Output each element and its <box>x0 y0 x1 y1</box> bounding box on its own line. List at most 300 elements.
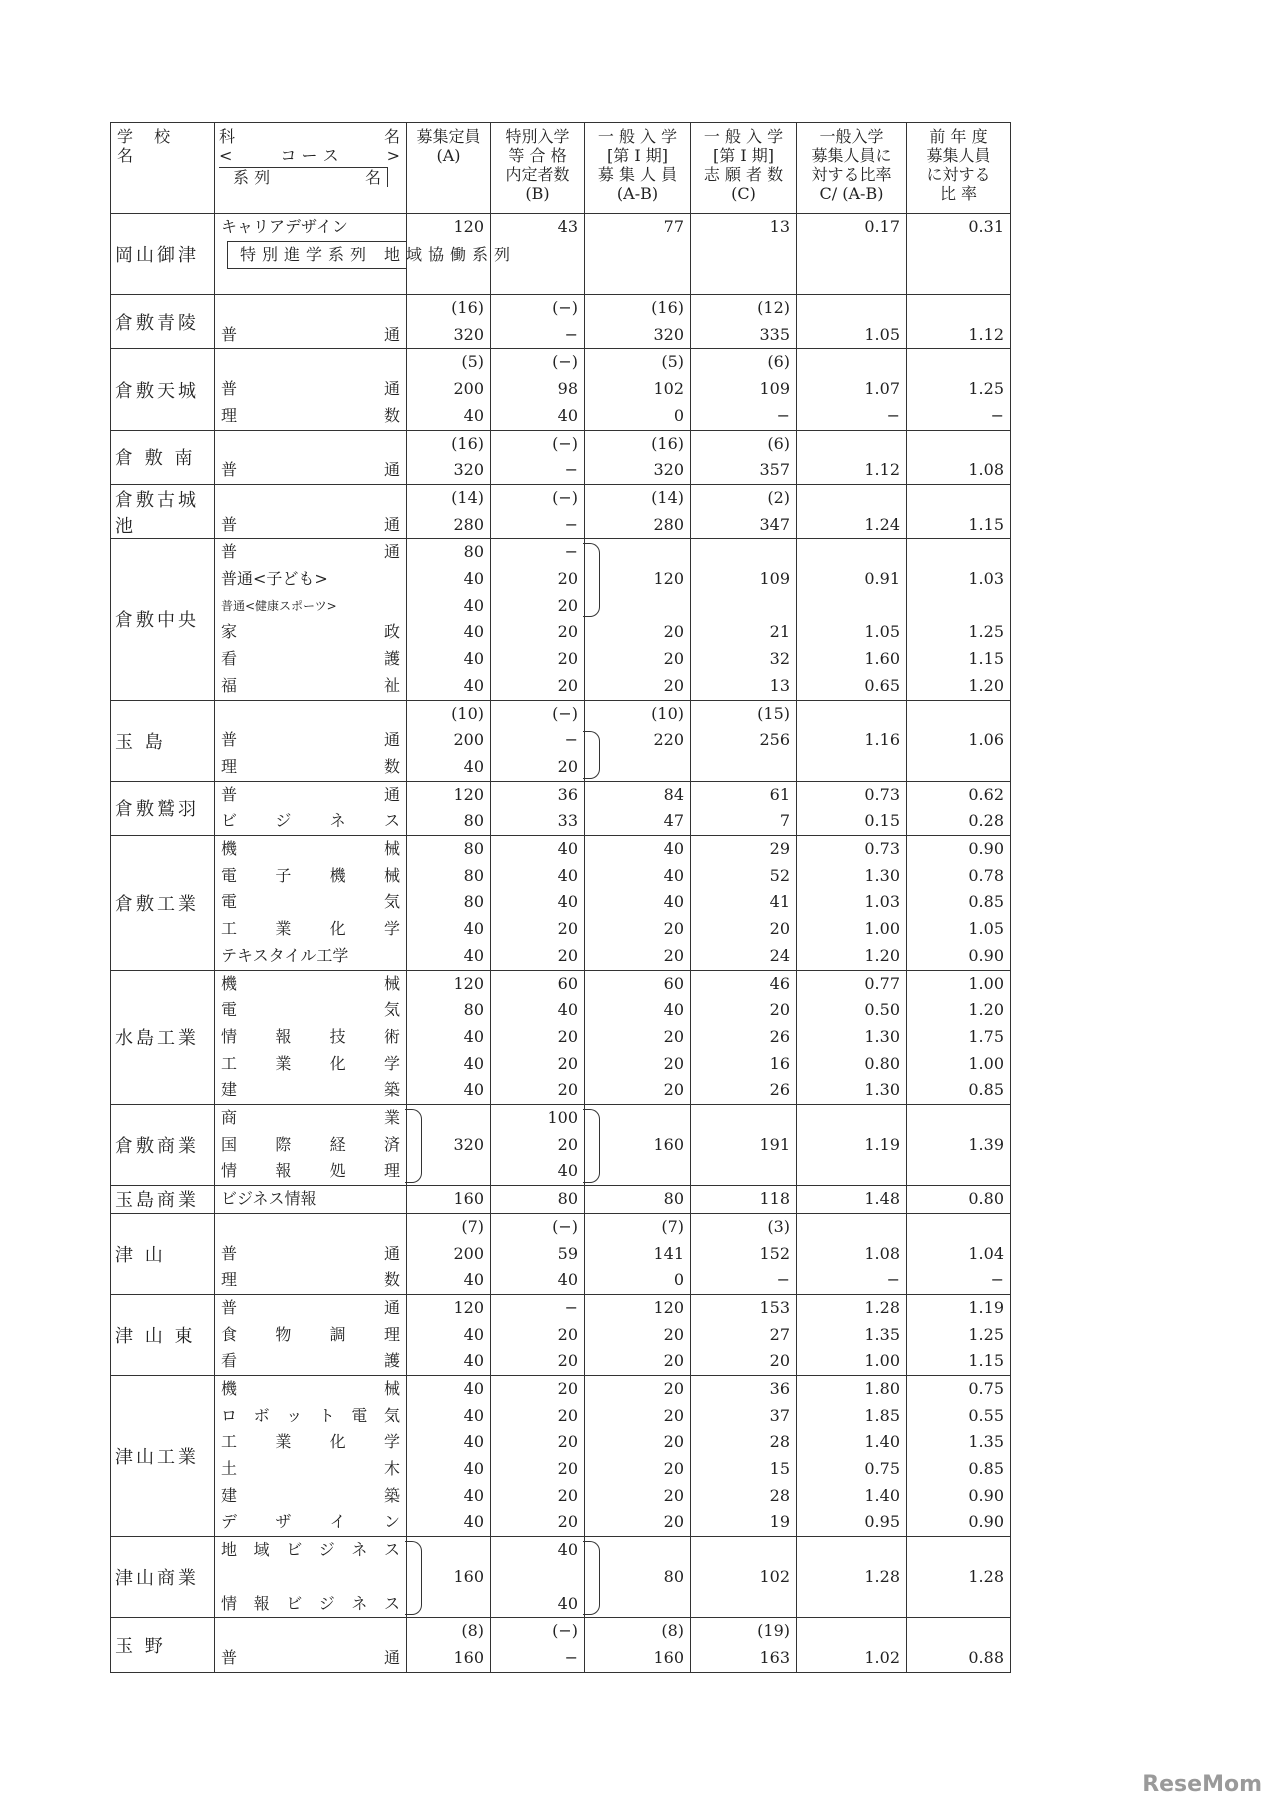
applicant-value: (12) <box>757 298 790 318</box>
prev-ratio-value-cell <box>907 295 1011 349</box>
prev-ratio-value <box>907 701 1010 728</box>
applicant-value: 19 <box>769 1512 790 1532</box>
department-name: ビ ジ ネ ス <box>221 811 400 831</box>
capacity-value: 80 <box>463 542 484 562</box>
prev-ratio-value-cell <box>907 539 1011 700</box>
capacity-value-cell <box>407 1186 491 1214</box>
department-name: 福 祉 <box>221 675 400 695</box>
special-value-cell <box>491 214 585 295</box>
applicant-value: 61 <box>769 784 790 804</box>
department-name: 普 通 <box>221 1297 400 1317</box>
department-name: 電 気 <box>221 892 400 912</box>
ratio-value: 1.05 <box>864 622 900 642</box>
special-value: 20 <box>557 1324 578 1344</box>
special-value: − <box>564 324 578 344</box>
capacity-value-cell <box>407 295 491 349</box>
department-name: 情 報 ビ ジ ネ ス <box>221 1593 400 1613</box>
department-name <box>215 1618 406 1645</box>
applicant-value: 109 <box>759 379 790 399</box>
prev-ratio-value: 1.06 <box>968 730 1004 750</box>
series-list <box>227 241 517 270</box>
applicant-value-cell <box>691 349 797 430</box>
prev-ratio-value: − <box>990 405 1004 425</box>
ratio-value-cell <box>797 1294 907 1375</box>
department-name <box>215 295 406 322</box>
ratio-value: 1.85 <box>864 1405 900 1425</box>
prev-ratio-value: 1.20 <box>968 1000 1004 1020</box>
ratio-value: 1.60 <box>864 649 900 669</box>
ratio-value: 0.17 <box>864 217 900 236</box>
table-row <box>111 700 1011 781</box>
special-value: (−) <box>552 1621 578 1641</box>
table-row <box>111 1376 1011 1537</box>
capacity-value-cell <box>407 781 491 835</box>
capacity-value: 40 <box>463 1351 484 1371</box>
recruit-value: (10) <box>651 703 684 723</box>
prev-ratio-value: 0.75 <box>968 1379 1004 1398</box>
department-cell <box>215 1213 407 1294</box>
applicant-value: (15) <box>757 703 790 723</box>
ratio-value: 1.48 <box>864 1189 900 1209</box>
special-value-cell <box>491 484 585 538</box>
prev-ratio-value <box>907 754 1010 781</box>
recruit-value <box>585 539 690 566</box>
recruit-value: 47 <box>663 811 684 831</box>
prev-ratio-value-cell <box>907 484 1011 538</box>
special-value: 40 <box>557 839 578 859</box>
recruit-value: 20 <box>663 945 684 965</box>
recruit-value: 160 <box>653 1134 684 1154</box>
department-name: 電 気 <box>221 1000 400 1020</box>
special-value: 20 <box>557 1405 578 1425</box>
applicant-value: 335 <box>759 324 790 344</box>
special-value: (−) <box>552 487 578 507</box>
department-name: キャリアデザイン <box>221 217 348 236</box>
capacity-value-cell <box>407 484 491 538</box>
recruit-value: 20 <box>663 1026 684 1046</box>
ratio-value-cell <box>797 700 907 781</box>
capacity-value: 40 <box>463 1080 484 1100</box>
special-value: 20 <box>557 756 578 776</box>
school-name: 倉敷工業 <box>111 836 215 971</box>
recruit-value-cell <box>585 1294 691 1375</box>
special-value: 33 <box>557 811 578 831</box>
grouping-brace <box>405 1541 422 1615</box>
special-value: 40 <box>557 1593 578 1613</box>
prev-ratio-value: 1.35 <box>968 1432 1004 1452</box>
grouping-brace <box>583 1541 600 1615</box>
department-name: 看 護 <box>221 649 400 669</box>
capacity-value: 80 <box>463 1000 484 1020</box>
school-name: 倉敷中央 <box>111 539 215 700</box>
capacity-value: 40 <box>463 1459 484 1479</box>
capacity-value-cell <box>407 1105 491 1186</box>
capacity-value: (14) <box>451 487 484 507</box>
header-department: 科 名 < コ ー ス > 系 列 名 <box>215 123 407 214</box>
special-value: 43 <box>557 217 578 236</box>
department-cell <box>215 484 407 538</box>
special-value: − <box>564 514 578 534</box>
applicant-value-cell <box>691 1105 797 1186</box>
capacity-value: 40 <box>463 405 484 425</box>
ratio-value: 1.02 <box>864 1647 900 1667</box>
department-cell <box>215 539 407 700</box>
recruit-value: 20 <box>663 622 684 642</box>
applicant-value-cell <box>691 539 797 700</box>
prev-ratio-value-cell <box>907 836 1011 971</box>
recruit-value: 40 <box>663 892 684 912</box>
capacity-value: 40 <box>463 1432 484 1452</box>
special-value-cell <box>491 1186 585 1214</box>
recruit-value-cell <box>585 1105 691 1186</box>
department-cell <box>215 1537 407 1618</box>
ratio-value: 1.07 <box>864 379 900 399</box>
special-value: 20 <box>557 649 578 669</box>
applicant-value: 24 <box>769 945 790 965</box>
special-value: (−) <box>552 352 578 372</box>
prev-ratio-value: 0.90 <box>968 839 1004 859</box>
applicant-value: 37 <box>769 1405 790 1425</box>
capacity-value: 40 <box>463 1405 484 1425</box>
recruit-value-cell <box>585 781 691 835</box>
special-value: 40 <box>557 1161 578 1181</box>
school-name: 津 山 東 <box>111 1294 215 1375</box>
department-name: 普 通 <box>221 1243 400 1263</box>
prev-ratio-value: − <box>990 1270 1004 1290</box>
recruit-value: 40 <box>663 865 684 885</box>
ratio-value <box>797 485 906 512</box>
prev-ratio-value <box>907 295 1010 322</box>
applicant-value: 28 <box>769 1432 790 1452</box>
department-name: 普 通 <box>221 324 400 344</box>
prev-ratio-value: 1.05 <box>968 919 1004 939</box>
special-value: 20 <box>557 919 578 939</box>
applicant-value: 36 <box>769 1379 790 1398</box>
recruit-value-cell <box>585 700 691 781</box>
special-value <box>491 1564 584 1591</box>
applicant-value: 52 <box>769 865 790 885</box>
recruit-value: 84 <box>663 784 684 804</box>
school-name: 津山工業 <box>111 1376 215 1537</box>
capacity-value-cell <box>407 1294 491 1375</box>
grouping-brace <box>583 731 600 778</box>
department-cell <box>215 349 407 430</box>
applicant-value-cell <box>691 1618 797 1672</box>
prev-ratio-value-cell <box>907 214 1011 295</box>
special-value: 80 <box>557 1189 578 1209</box>
special-value: 20 <box>557 1379 578 1398</box>
special-value: 20 <box>557 1432 578 1452</box>
department-cell <box>215 970 407 1105</box>
table-row <box>111 349 1011 430</box>
applicant-value: 41 <box>769 892 790 912</box>
special-value: 20 <box>557 1053 578 1073</box>
capacity-value: 40 <box>463 756 484 776</box>
recruit-value-cell <box>585 539 691 700</box>
department-name: 工 業 化 学 <box>221 1432 400 1452</box>
prev-ratio-value: 1.15 <box>968 514 1004 534</box>
department-name: テキスタイル工学 <box>221 945 349 965</box>
special-value: 59 <box>557 1243 578 1263</box>
special-value-cell <box>491 1618 585 1672</box>
ratio-value: 1.12 <box>864 460 900 480</box>
recruit-value: 40 <box>663 839 684 859</box>
special-value-cell <box>491 700 585 781</box>
prev-ratio-value: 1.08 <box>968 460 1004 480</box>
prev-ratio-value-cell <box>907 1537 1011 1618</box>
prev-ratio-value: 1.15 <box>968 1351 1004 1371</box>
capacity-value-cell <box>407 539 491 700</box>
prev-ratio-value: 0.85 <box>968 1080 1004 1100</box>
applicant-value: (6) <box>767 433 790 453</box>
table-row <box>111 1213 1011 1294</box>
department-name: 機 械 <box>221 973 400 993</box>
capacity-value: 40 <box>463 1379 484 1398</box>
department-name: 電 子 機 械 <box>221 865 400 885</box>
prev-ratio-value-cell <box>907 1105 1011 1186</box>
special-value: − <box>564 730 578 750</box>
ratio-value: 1.80 <box>864 1379 900 1398</box>
capacity-value: 40 <box>463 569 484 589</box>
logo: ReseMom <box>1142 1772 1262 1797</box>
ratio-value-cell <box>797 295 907 349</box>
recruit-value-cell <box>585 484 691 538</box>
grouping-brace <box>405 1109 422 1183</box>
special-value: 100 <box>547 1108 578 1128</box>
department-cell <box>215 1376 407 1537</box>
special-value: 40 <box>557 892 578 912</box>
recruit-value: 280 <box>653 514 684 534</box>
special-value-cell <box>491 781 585 835</box>
prev-ratio-value-cell <box>907 700 1011 781</box>
ratio-value: 1.03 <box>864 892 900 912</box>
recruit-value-cell <box>585 836 691 971</box>
header-capacity: 募集定員 (A) <box>407 123 491 214</box>
applicant-value: 191 <box>759 1134 790 1154</box>
school-name: 倉敷商業 <box>111 1105 215 1186</box>
special-value-cell <box>491 430 585 484</box>
ratio-value: 0.15 <box>864 811 900 831</box>
recruit-value <box>585 1105 690 1132</box>
applicant-value: 109 <box>759 569 790 589</box>
recruit-value-cell <box>585 1213 691 1294</box>
school-name: 津 山 <box>111 1213 215 1294</box>
applicant-value: (6) <box>767 352 790 372</box>
applicant-value <box>691 1591 796 1618</box>
capacity-value: 80 <box>463 892 484 912</box>
recruit-value-cell <box>585 349 691 430</box>
ratio-value <box>797 1158 906 1185</box>
prev-ratio-value <box>907 539 1010 566</box>
prev-ratio-value: 1.03 <box>968 569 1004 589</box>
recruit-value: (16) <box>651 433 684 453</box>
recruit-value: 40 <box>663 1000 684 1020</box>
capacity-value-cell <box>407 349 491 430</box>
prev-ratio-value <box>907 1591 1010 1618</box>
special-value: 20 <box>557 1134 578 1154</box>
applicant-value-cell <box>691 1213 797 1294</box>
department-name: 商 業 <box>221 1108 400 1128</box>
ratio-value: 1.16 <box>864 730 900 750</box>
prev-ratio-value: 0.78 <box>968 865 1004 885</box>
prev-ratio-value <box>907 1158 1010 1185</box>
prev-ratio-value-cell <box>907 1376 1011 1537</box>
capacity-value: (16) <box>451 298 484 318</box>
applicant-value: 118 <box>759 1189 790 1209</box>
department-name: ロ ボ ッ ト 電 気 <box>221 1405 400 1425</box>
applicant-value-cell <box>691 214 797 295</box>
prev-ratio-value <box>907 593 1010 620</box>
admission-table <box>110 122 1011 1673</box>
capacity-value: 40 <box>463 1485 484 1505</box>
special-value: 20 <box>557 1485 578 1505</box>
department-name: 建 築 <box>221 1485 400 1505</box>
special-value-cell <box>491 1213 585 1294</box>
ratio-value-cell <box>797 1376 907 1537</box>
ratio-value: 1.28 <box>864 1566 900 1586</box>
ratio-value <box>797 1591 906 1618</box>
recruit-value <box>585 754 690 781</box>
prev-ratio-value <box>907 1537 1010 1564</box>
ratio-value: − <box>886 405 900 425</box>
applicant-value: (2) <box>767 487 790 507</box>
table-row <box>111 970 1011 1105</box>
capacity-value-cell <box>407 836 491 971</box>
applicant-value-cell <box>691 295 797 349</box>
recruit-value: 20 <box>663 1379 684 1398</box>
applicant-value: 13 <box>769 675 790 695</box>
capacity-value: 40 <box>463 1324 484 1344</box>
special-value-cell <box>491 539 585 700</box>
recruit-value: 20 <box>663 1351 684 1371</box>
department-cell <box>215 430 407 484</box>
special-value-cell <box>491 295 585 349</box>
department-name: 家 政 <box>221 622 400 642</box>
ratio-value: 0.73 <box>864 839 900 859</box>
capacity-value-cell <box>407 1537 491 1618</box>
capacity-value: 120 <box>453 973 484 993</box>
applicant-value <box>691 754 796 781</box>
header-ratio: 一般入学 募集人員に 対する比率 C/ (A-B) <box>797 123 907 214</box>
recruit-value: 220 <box>653 730 684 750</box>
recruit-value: 320 <box>653 324 684 344</box>
prev-ratio-value: 1.25 <box>968 379 1004 399</box>
recruit-value: 0 <box>673 405 684 425</box>
ratio-value: 0.91 <box>864 569 900 589</box>
recruit-value <box>585 593 690 620</box>
special-value: − <box>564 1297 578 1317</box>
department-name: 普 通 <box>221 379 400 399</box>
department-cell <box>215 1294 407 1375</box>
ratio-value-cell <box>797 430 907 484</box>
ratio-value-cell <box>797 1537 907 1618</box>
special-value: 40 <box>557 405 578 425</box>
recruit-value: 20 <box>663 1405 684 1425</box>
department-cell <box>215 295 407 349</box>
prev-ratio-value: 0.62 <box>968 784 1004 804</box>
school-name: 倉敷鷲羽 <box>111 781 215 835</box>
prev-ratio-value: 1.00 <box>968 1053 1004 1073</box>
capacity-value: (16) <box>451 433 484 453</box>
capacity-value: 80 <box>463 839 484 859</box>
school-name: 水島工業 <box>111 970 215 1105</box>
special-value-cell <box>491 970 585 1105</box>
department-cell <box>215 700 407 781</box>
prev-ratio-value <box>907 349 1010 376</box>
ratio-value: 1.28 <box>864 1297 900 1317</box>
applicant-value: 20 <box>769 919 790 939</box>
department-name: 普 通 <box>221 1647 400 1667</box>
recruit-value: (8) <box>661 1621 684 1641</box>
prev-ratio-value: 0.31 <box>968 217 1004 236</box>
ratio-value: 1.35 <box>864 1324 900 1344</box>
special-value: 20 <box>557 595 578 615</box>
special-value: 40 <box>557 1000 578 1020</box>
prev-ratio-value-cell <box>907 970 1011 1105</box>
table-row <box>111 214 1011 295</box>
department-name: ビジネス情報 <box>221 1189 317 1209</box>
special-value: 40 <box>557 1540 578 1560</box>
special-value: 20 <box>557 945 578 965</box>
table-row <box>111 484 1011 538</box>
header-special: 特別入学 等 合 格 内定者数 (B) <box>491 123 585 214</box>
special-value: 20 <box>557 1026 578 1046</box>
prev-ratio-value: 0.55 <box>968 1405 1004 1425</box>
capacity-value: 80 <box>463 811 484 831</box>
table-row <box>111 430 1011 484</box>
table-row <box>111 295 1011 349</box>
recruit-value: 102 <box>653 379 684 399</box>
capacity-value: 200 <box>453 1243 484 1263</box>
ratio-value <box>797 1105 906 1132</box>
recruit-value: 20 <box>663 919 684 939</box>
recruit-value: 20 <box>663 1080 684 1100</box>
prev-ratio-value <box>907 1214 1010 1241</box>
ratio-value <box>797 431 906 458</box>
ratio-value-cell <box>797 214 907 295</box>
ratio-value-cell <box>797 970 907 1105</box>
applicant-value <box>691 539 796 566</box>
department-name: 情 報 技 術 <box>221 1026 400 1046</box>
department-name: 機 械 <box>221 839 400 859</box>
capacity-value: 40 <box>463 945 484 965</box>
capacity-value-cell <box>407 214 491 295</box>
ratio-value: 1.40 <box>864 1432 900 1452</box>
prev-ratio-value: 1.00 <box>968 973 1004 993</box>
series-name: 地域協働系列 <box>384 244 517 264</box>
applicant-value-cell <box>691 970 797 1105</box>
department-name: 理 数 <box>221 1270 400 1290</box>
school-name: 玉 島 <box>111 700 215 781</box>
special-value: − <box>564 542 578 562</box>
ratio-value-cell <box>797 1105 907 1186</box>
recruit-value: 141 <box>653 1243 684 1263</box>
recruit-value: 120 <box>653 569 684 589</box>
applicant-value: 102 <box>759 1566 790 1586</box>
prev-ratio-value: 0.85 <box>968 892 1004 912</box>
special-value: 20 <box>557 569 578 589</box>
prev-ratio-value-cell <box>907 1618 1011 1672</box>
capacity-value-cell <box>407 700 491 781</box>
recruit-value <box>585 1537 690 1564</box>
prev-ratio-value: 1.12 <box>968 324 1004 344</box>
applicant-value: − <box>776 1270 790 1290</box>
department-name: 工 業 化 学 <box>221 1053 400 1073</box>
ratio-value: − <box>886 1270 900 1290</box>
special-value: 60 <box>557 973 578 993</box>
capacity-value: 160 <box>453 1647 484 1667</box>
department-name: 普通<子ども> <box>221 569 328 589</box>
